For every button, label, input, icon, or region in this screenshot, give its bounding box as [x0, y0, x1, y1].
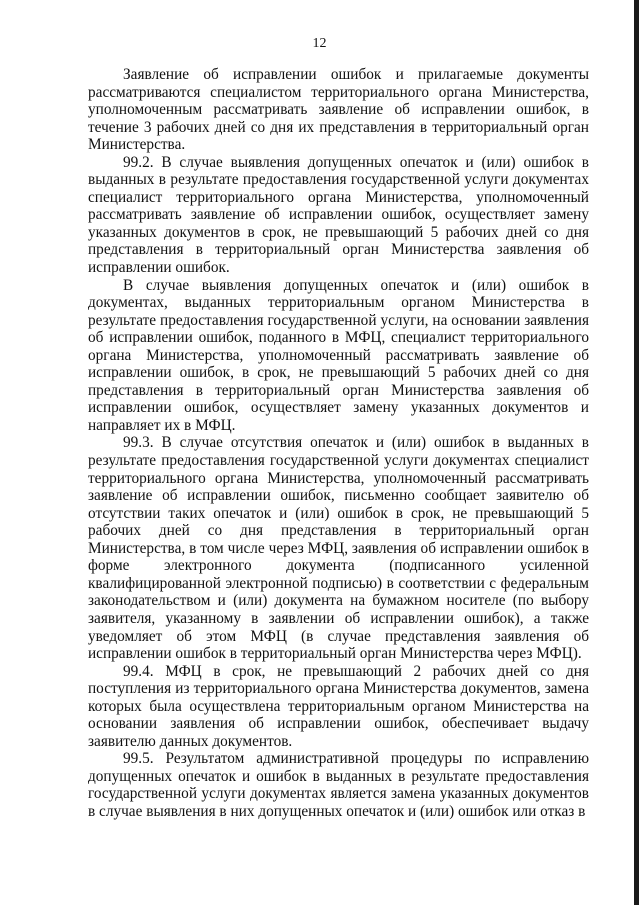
paragraph: Заявление об исправлении ошибок и прилагаемые документы рассматриваются специалистом территориального органа Министерства, уполномоченным рассматривать заявление об исправлении ошибок, в течение 3 рабочих дней со дня их представления в территориальный орган Министерства. [88, 66, 589, 154]
paragraph: 99.2. В случае выявления допущенных опечаток и (или) ошибок в выданных в результате предоставления государственной услуги документах специалист территориального органа Министерства, уполномоченный рассматривать заявление об исправлении ошибок, осуществляет замену указанных документов в срок, не превышающий 5 рабочих дней со дня представления в территориальный орган Министерства заявления об исправлении ошибок. [88, 153, 589, 277]
page-number: 12 [312, 36, 327, 51]
scan-edge-border [634, 0, 639, 905]
paragraph: 99.5. Результатом административной процедуры по исправлению допущенных опечаток и ошибок в выданных в результате предоставления государственной услуги документах является замена указанных документов в случае выявления в них допущенных опечаток и (или) ошибок или отказ в [88, 750, 589, 820]
document-body [88, 66, 589, 821]
paragraph: 99.4. МФЦ в срок, не превышающий 2 рабочих дней со дня поступления из территориального органа Министерства документов, замена которых была осуществлена территориальным органом Министерства на основании заявления об исправлении ошибок, обеспечивает выдачу заявителю данных документов. [88, 662, 589, 750]
paragraph: 99.3. В случае отсутствия опечаток и (или) ошибок в выданных в результате предоставления государственной услуги документах специалист территориального органа Министерства, уполномоченный рассматривать заявление об исправлении ошибок, письменно сообщает заявителю об отсутствии таких опечаток и (или) ошибок в срок, не превышающий 5 рабочих дней со дня представления в территориальный орган Министерства, в том числе через МФЦ, заявления об исправлении ошибок в форме электронного документа (подписанного усиленной квалифицированной электронной подписью) в соответствии с федеральным законодательством и (или) документа на бумажном носителе (по выбору заявителя, указанному в заявлении об исправлении ошибок), а также уведомляет об этом МФЦ (в случае представления заявления об исправлении ошибок в территориальный орган Министерства через МФЦ). [88, 434, 589, 663]
paragraph: В случае выявления допущенных опечаток и (или) ошибок в документах, выданных территориальным органом Министерства в результате предоставления государственной услуги, на основании заявления об исправлении ошибок, поданного в МФЦ, специалист территориального органа Министерства, уполномоченный рассматривать заявление об исправлении ошибок, в срок, не превышающий 5 рабочих дней со дня представления в территориальный орган Министерства заявления об исправлении ошибок, осуществляет замену указанных документов и направляет их в МФЦ. [88, 276, 589, 434]
